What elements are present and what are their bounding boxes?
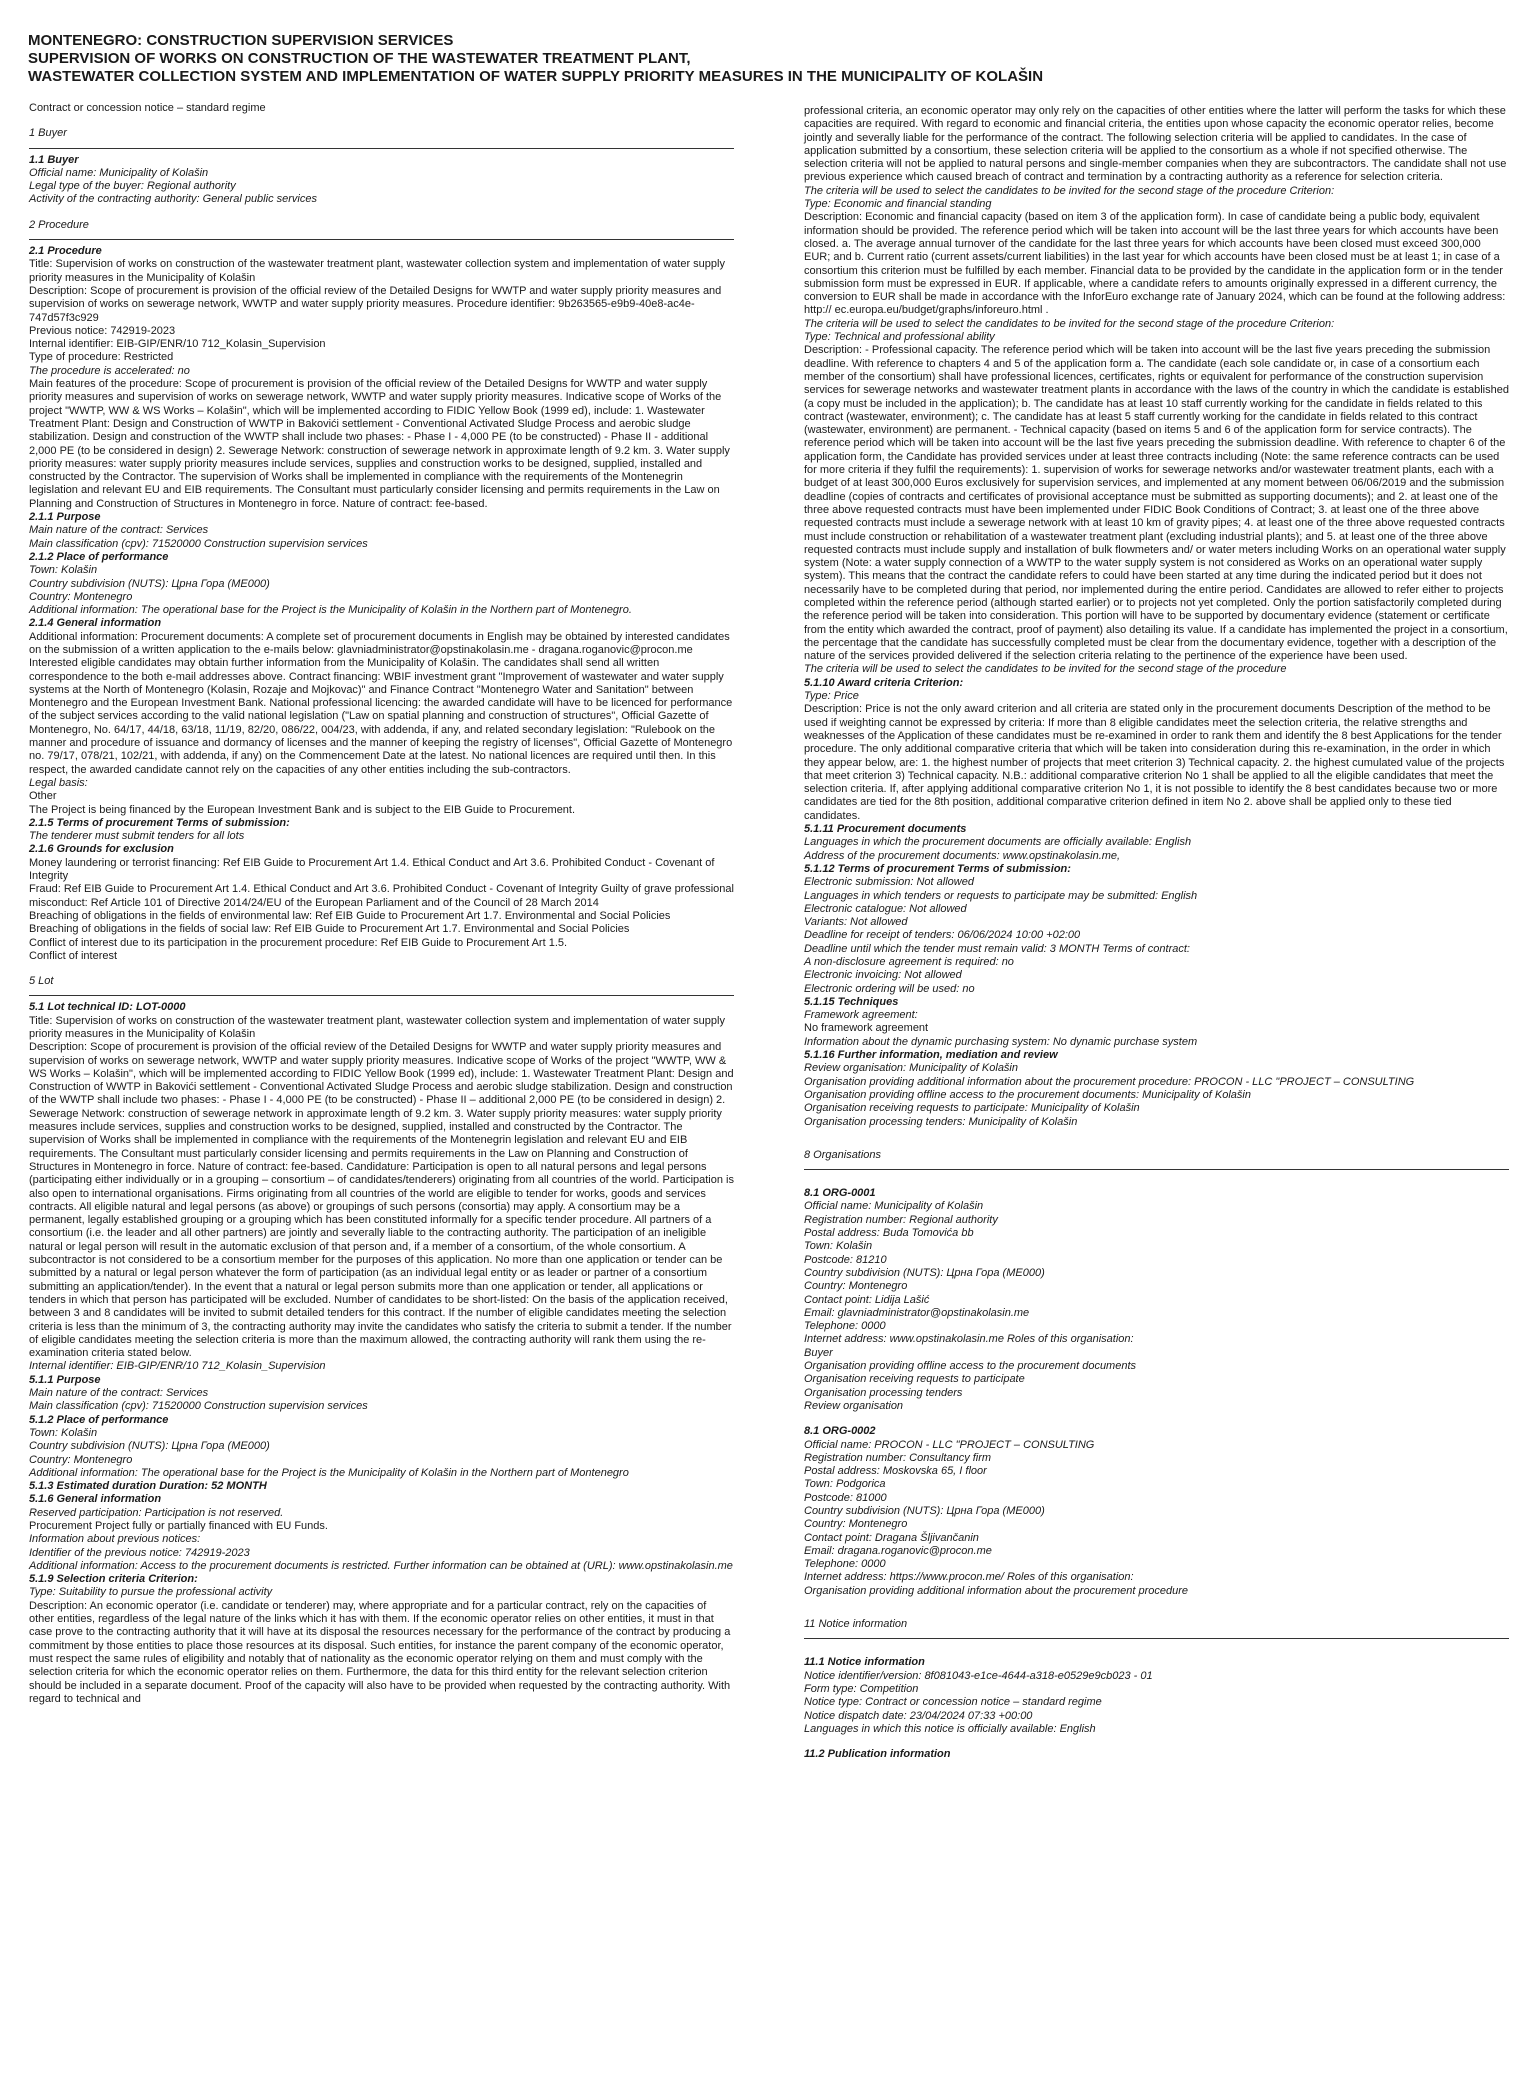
field-line: Internet address: www.opstinakolasin.me Roles of this organisation: [804, 1333, 1134, 1346]
field-line: The tenderer must submit tenders for all lots [29, 830, 245, 843]
text-paragraph: Description: Economic and financial capacity (based on item 3 of the application form). In case of candidate being a public body, equivalent information should be provided. The reference period which will be taken into account will be the last three years for which accounts have been closed. a. The average annual turnover of the candidate for the last three years for which accounts have been closed must exceed 300,000 EUR; and b. Current ratio (current assets/current liabilities) in the last year for which accounts have been closed must be at least 1; in case of a consortium this criterion must be fulfilled by each member. Financial data to be provided by the candidate in the application form or in the tender submission form must be expressed in EUR. If applicable, where a candidate refers to amounts originally expressed in a different currency, the conversion to EUR shall be made in accordance with the InforEuro exchange rate of January 2024, which can be found at the following address: http:// ec.europa.eu/budget/graphs/inforeuro.html . [804, 211, 1506, 317]
text-paragraph: Breaching of obligations in the fields of environmental law: Ref EIB Guide to Procurement Art 1.7. Environmental and Social Policies [29, 909, 671, 922]
field-line: Buyer [804, 1346, 833, 1359]
field-line: Organisation processing tenders [804, 1386, 963, 1399]
section-divider [804, 1169, 1509, 1170]
field-line: Postcode: 81000 [804, 1491, 887, 1504]
header-line-1: MONTENEGRO: CONSTRUCTION SUPERVISION SERVICES [28, 32, 454, 49]
spacer [29, 115, 734, 127]
spacer [804, 1598, 1509, 1618]
field-line: Telephone: 0000 [804, 1558, 886, 1571]
field-line: Review organisation [804, 1399, 904, 1412]
field-line: Legal basis: [29, 776, 88, 789]
field-line: Internet address: https://www.procon.me/ Roles of this organisation: [804, 1571, 1134, 1584]
spacer [804, 1644, 1509, 1656]
field-line: Electronic ordering will be used: no [804, 982, 975, 995]
subsection-heading: 11.2 Publication information [804, 1748, 951, 1761]
text-paragraph: Previous notice: 742919-2023 [29, 324, 176, 337]
subsection-heading: 5.1.6 General information [29, 1493, 162, 1506]
field-line: Registration number: Regional authority [804, 1213, 998, 1226]
text-paragraph: professional criteria, an economic operator may only rely on the capacities of other entities where the latter will perform the tasks for which these capacities are required. With regard to economic and financial criteria, the entities upon whose capacity the economic operator relies, become jointly and severally liable for the performance of the contract. The following selection criteria will be applied to candidates. In the case of application submitted by a consortium, these selection criteria will be applied to the consortium as a whole if not specified otherwise. The selection criteria will not be applied to natural persons and single-member companies when they are subcontractors. The candidate shall not use previous experience which caused breach of contract and termination by a contracting authority as a reference for selection criteria. [804, 105, 1507, 184]
field-line: Notice identifier/version: 8f081043-e1ce-4644-a318-e0529e9cb023 - 01 [804, 1669, 1153, 1682]
subsection-heading: 11.1 Notice information [804, 1656, 925, 1669]
section-divider [29, 995, 734, 996]
field-line: Notice dispatch date: 23/04/2024 07:33 +00:00 [804, 1709, 1033, 1722]
subsection-heading: 2.1.1 Purpose [29, 511, 101, 524]
field-line: Languages in which this notice is officially available: English [804, 1722, 1096, 1735]
subsection-heading: 5.1.16 Further information, mediation and review [804, 1049, 1058, 1062]
field-line: Postal address: Buda Tomovića bb [804, 1227, 974, 1240]
field-line: Main nature of the contract: Services [29, 1387, 209, 1400]
subsection-heading: 5.1.11 Procurement documents [804, 823, 967, 836]
field-line: Main nature of the contract: Services [29, 524, 209, 537]
text-paragraph: Breaching of obligations in the fields of social law: Ref EIB Guide to Procurement Art 1.7. Environmental and Social Policies [29, 923, 630, 936]
text-paragraph: Conflict of interest [29, 949, 118, 962]
field-line: Review organisation: Municipality of Kolašin [804, 1062, 1018, 1075]
field-line: Official name: Municipality of Kolašin [29, 166, 209, 179]
section-heading: 11 Notice information [804, 1618, 908, 1631]
text-paragraph: The Project is being financed by the European Investment Bank and is subject to the EIB Guide to Procurement. [29, 803, 576, 816]
field-line: Email: glavniadministrator@opstinakolasin.me [804, 1306, 1030, 1319]
field-line: Activity of the contracting authority: General public services [29, 193, 317, 206]
field-line: Internal identifier: EIB-GIP/ENR/10 712_Kolasin_Supervision [29, 1360, 326, 1373]
section-heading: 2 Procedure [29, 218, 89, 231]
field-line: Additional information: The operational base for the Project is the Municipality of Kolašin in the Northern part of Montenegro [29, 1466, 629, 1479]
subsection-heading: 8.1 ORG-0002 [804, 1425, 876, 1438]
field-line: Contact point: Lidija Lašić [804, 1293, 930, 1306]
subsection-heading: 2.1.2 Place of performance [29, 550, 169, 563]
text-paragraph: Conflict of interest due to its participation in the procurement procedure: Ref EIB Guide to Procurement Art 1.5. [29, 936, 568, 949]
document-header [28, 32, 1508, 86]
field-line: Country subdivision (NUTS): Црна Гора (ME000) [29, 1440, 270, 1453]
field-line: Official name: Municipality of Kolašin [804, 1200, 984, 1213]
field-line: Languages in which the procurement documents are officially available: English [804, 836, 1192, 849]
spacer [804, 1413, 1509, 1425]
field-line: Organisation providing additional information about the procurement procedure [804, 1584, 1189, 1597]
field-line: Country: Montenegro [29, 590, 133, 603]
field-line: Information about previous notices: [29, 1533, 201, 1546]
right-column [804, 105, 1509, 1761]
field-line: Type: Technical and professional ability [804, 331, 995, 344]
spacer [29, 207, 734, 219]
field-line: Country subdivision (NUTS): Црна Гора (ME000) [804, 1504, 1045, 1517]
subsection-heading: 2.1 Procedure [29, 245, 102, 258]
field-line: Framework agreement: [804, 1009, 918, 1022]
field-line: Reserved participation: Participation is not reserved. [29, 1506, 284, 1519]
spacer [29, 963, 734, 975]
spacer [804, 1736, 1509, 1748]
field-line: Country: Montenegro [29, 1453, 133, 1466]
subsection-heading: 5.1 Lot technical ID: LOT-0000 [29, 1001, 186, 1014]
field-line: The criteria will be used to select the candidates to be invited for the second stage of the procedure Criterion: [804, 317, 1335, 330]
field-line: Organisation receiving requests to participate: Municipality of Kolašin [804, 1102, 1140, 1115]
field-line: Deadline for receipt of tenders: 06/06/2024 10:00 +02:00 [804, 929, 1081, 942]
text-paragraph: Money laundering or terrorist financing: Ref EIB Guide to Procurement Art 1.4. Ethical Conduct and Art 3.6. Prohibited Conduct - Covenant of Integrity [29, 856, 715, 883]
field-line: Organisation receiving requests to participate [804, 1373, 1025, 1386]
subsection-heading: 2.1.4 General information [29, 617, 162, 630]
subsection-heading: 5.1.15 Techniques [804, 995, 899, 1008]
field-line: Electronic catalogue: Not allowed [804, 902, 967, 915]
field-line: Form type: Competition [804, 1682, 919, 1695]
text-paragraph: Procurement Project fully or partially financed with EU Funds. [29, 1519, 328, 1532]
field-line: Town: Kolašin [804, 1240, 873, 1253]
field-line: Address of the procurement documents: www.opstinakolasin.me, [804, 849, 1121, 862]
field-line: Town: Kolašin [29, 564, 98, 577]
field-line: Deadline until which the tender must remain valid: 3 MONTH Terms of contract: [804, 942, 1190, 955]
field-line: Organisation providing additional information about the procurement procedure: PROCON - LLC "PROJECT – CONSULTING [804, 1075, 1415, 1088]
field-line: Electronic submission: Not allowed [804, 876, 974, 889]
field-line: Town: Kolašin [29, 1426, 98, 1439]
text-paragraph: Description: - Professional capacity. The reference period which will be taken into account will be the last five years preceding the submission deadline. With reference to chapters 4 and 5 of the application form a. The candidate (each sole candidate or, in case of a consortium each member of the consortium) shall have professional licences, certificates, rights or equivalent for performance of the construction supervision services for sewerage networks and wastewater treatment plants in accordance with the laws of the country in which the candidate is established (a copy must be included in the application); b. The candidate has at least 10 staff currently working for the candidate in fields related to this contract (wastewater, environment); c. The candidate has at least 5 staff currently working for the candidate in fields related to this contract (wastewater, environment) are permanent. - Technical capacity (based on items 5 and 6 of the application form for service contracts). The reference period which will be taken into account will be the last five years preceding the submission deadline. With reference to chapter 6 of the application form, the Candidate has provided services under at least three contracts including (Note: the same reference contracts can be used for more criteria if they fulfil the requirements): 1. supervision of works for sewerage networks and/or wastewater treatment plants, each with a budget of at least 300,000 Euros exclusively for supervision services, and implemented at any moment between 06/06/2019 and the submission deadline (copies of contracts and certificates of provisional acceptance must be submitted as supporting documents); and 2. at least one of the three above requested contracts must have been implemented under FIDIC Book Conditions of Contract; 3. at least one of the three above requested contracts must include a sewerage network with at least 10 km of gravity pipes; 4. at least one of the three above requested contracts must include construction or rehabilitation of a wastewater treatment plant (excluding industrial plants); and 5. at least one of the three above requested contracts must include supply and installation of bulk flowmeters and/ or water meters including Works on an operational water supply system (Note: a water supply connection of a WWTP to the water supply system is not considered as Works on an operational water supply system). This means that the contract the candidate refers to could have been started at any time during the indicated period but it does not necessarily have to be completed during that period, nor implemented during the entire period. Candidates are allowed to refer either to projects completed within the reference period (although started earlier) or to projects not yet completed. Only the portion satisfactorily completed during the reference period will be taken into consideration. This portion will have to be supported by documentary evidence (statement or certificate from the entity which awarded the contract, proof of payment) also detailing its value. If a candidate has implemented the project in a consortium, the percentage that the candidate has successfully completed must be clear from the documentary evidence, together with a description of the nature of the services provided delivered if the selection criteria relating to the pertinence of the experience have been used. [804, 344, 1509, 663]
subsection-heading: 1.1 Buyer [29, 153, 79, 166]
field-line: Organisation processing tenders: Municipality of Kolašin [804, 1115, 1078, 1128]
text-paragraph: Type of procedure: Restricted [29, 351, 174, 364]
field-line: Organisation providing offline access to the procurement documents [804, 1360, 1137, 1373]
field-line: Additional information: The operational base for the Project is the Municipality of Kolašin in the Northern part of Montenegro. [29, 604, 632, 617]
text-paragraph: No framework agreement [804, 1022, 929, 1035]
field-line: The criteria will be used to select the candidates to be invited for the second stage of the procedure Criterion: [804, 184, 1335, 197]
spacer [804, 1175, 1509, 1187]
left-column [29, 102, 734, 1706]
subsection-heading: 2.1.5 Terms of procurement Terms of submission: [29, 816, 290, 829]
text-paragraph: Title: Supervision of works on construction of the wastewater treatment plant, wastewater collection system and implementation of water supply priority measures in the Municipality of Kolašin [29, 258, 725, 284]
field-line: Contact point: Dragana Šljivančanin [804, 1531, 979, 1544]
text-paragraph: Description: An economic operator (i.e. candidate or tenderer) may, where appropriate and for a particular contract, rely on the capacities of other entities, regardless of the legal nature of the links which it has with them. If the economic operator relies on other entities, it must in that case prove to the contracting authority that it will have at its disposal the resources necessary for the performance of the contract by producing a commitment by those entities to place those resources at its disposal. Such entities, for instance the parent company of the economic operator, must respect the same rules of eligibility and notably that of nationality as the economic operator relying on them and must comply with the selection criteria for which the economic operator relies on them. Furthermore, the data for this third entity for the relevant selection criterion should be included in a separate document. Proof of the capacity will also have to be provided when requested by the contracting authority. With regard to technical and [29, 1599, 731, 1705]
subsection-heading: 2.1.6 Grounds for exclusion [29, 843, 174, 856]
header-line-3: WASTEWATER COLLECTION SYSTEM AND IMPLEMENTATION OF WATER SUPPLY PRIORITY MEASURES IN THE MUNICIPALITY OF KOLAŠIN [28, 68, 1044, 85]
text-paragraph: Description: Scope of procurement is provision of the official review of the Detailed Designs for WWTP and water supply priority measures and supervision of works on sewerage network, WWTP and water supply priority measures. Procedure identifier: 9b263565-e9b9-40e8-ac4e-747d57f3c929 [29, 284, 722, 324]
field-line: Country: Montenegro [804, 1518, 908, 1531]
field-line: Official name: PROCON - LLC "PROJECT – CONSULTING [804, 1438, 1095, 1451]
field-line: Email: dragana.roganovic@procon.me [804, 1544, 992, 1557]
spacer [804, 1129, 1509, 1149]
field-line: Languages in which tenders or requests to participate may be submitted: English [804, 889, 1198, 902]
field-line: Information about the dynamic purchasing system: No dynamic purchase system [804, 1035, 1198, 1048]
text-paragraph: Title: Supervision of works on construction of the wastewater treatment plant, wastewater collection system and implementation of water supply priority measures in the Municipality of Kolašin [29, 1014, 725, 1040]
section-divider [29, 148, 734, 149]
subsection-heading: 5.1.1 Purpose [29, 1373, 101, 1386]
section-heading: 8 Organisations [804, 1148, 882, 1161]
field-line: Additional information: Access to the procurement documents is restricted. Further information can be obtained at (URL): www.opstinakolasin.me [29, 1559, 733, 1572]
text-paragraph: Fraud: Ref EIB Guide to Procurement Art 1.4. Ethical Conduct and Art 3.6. Prohibited Conduct - Covenant of Integrity Guilty of grave professional misconduct: Ref Article 101 of Directive 2014/24/EU of the European Parliament and of the Council of 28 March 2014 [29, 883, 734, 909]
field-line: Main classification (cpv): 71520000 Construction supervision services [29, 537, 368, 550]
field-line: Type: Suitability to pursue the professional activity [29, 1586, 273, 1599]
field-line: Telephone: 0000 [804, 1320, 886, 1333]
field-line: Postcode: 81210 [804, 1253, 887, 1266]
subsection-heading: 5.1.9 Selection criteria Criterion: [29, 1573, 198, 1586]
field-line: Organisation providing offline access to the procurement documents: Municipality of Kolašin [804, 1088, 1251, 1101]
text-paragraph: Internal identifier: EIB-GIP/ENR/10 712_Kolasin_Supervision [29, 338, 326, 351]
field-line: Type: Economic and financial standing [804, 198, 992, 211]
field-line: Variants: Not allowed [804, 916, 908, 929]
subsection-heading: 8.1 ORG-0001 [804, 1187, 876, 1200]
header-line-2: SUPERVISION OF WORKS ON CONSTRUCTION OF THE WASTEWATER TREATMENT PLANT, [28, 50, 691, 67]
field-line: Notice type: Contract or concession notice – standard regime [804, 1696, 1102, 1709]
field-line: Type: Price [804, 690, 859, 703]
field-line: Town: Podgorica [804, 1478, 886, 1491]
subsection-heading: 5.1.3 Estimated duration Duration: 52 MONTH [29, 1480, 267, 1493]
subsection-heading: 5.1.10 Award criteria Criterion: [804, 676, 964, 689]
text-paragraph: Description: Price is not the only award criterion and all criteria are stated only in the procurement documents Description of the method to be used if weighting cannot be expressed by criteria: If more than 8 eligible candidates meet the selection criteria, the relative strengths and weaknesses of the Application of these candidates must be re-examined in order to rank them and identify the 8 best Applications for the tender procedure. The only additional comparative criteria that which will be taken into consideration during this re-examination, in the order in which they appear below, are: 1. the highest number of projects that meet criterion 3) Technical capacity. 2. the highest cumulated value of the projects that meet criterion 3) Technical capacity. N.B.: additional comparative criterion No 1 shall be applied to all the eligible candidates that meet the selection criteria. If, after applying additional comparative criterion No 1, it is not possible to identify the 8 best candidates because two or more candidates are tied for the 8th position, additional comparative criterion defined in item No 2. above shall be applied only to these tied candidates. [804, 703, 1505, 822]
field-line: A non-disclosure agreement is required: no [804, 956, 1014, 968]
text-paragraph: Additional information: Procurement documents: A complete set of procurement documents in English may be obtained by interested candidates on the submission of a written application to the e-mails below: glavniadministrator@opstinakolasin.me - dragana.roganovic@procon.me Interested eligible candidates may obtain further information from the Municipality of Kolašin. The candidates shall send all written correspondence to the both e-mail addresses above. Contract financing: WBIF investment grant "Improvement of wastewater and water supply systems at the North of Montenegro (Kolasin, Rozaje and Mojkovac)" and Finance Contract "Montenegro Water and Sanitation" between Montenegro and the European Investment Bank. National professional licencing: the awarded candidate will have to be licenced for performance of the subject services according to the valid national legislation ("Law on spatial planning and construction of structures", Official Gazette of Montenegro, No. 64/17, 44/18, 63/18, 11/19, 82/20, 086/22, 004/23, with addenda, if any, and related secondary legislation: "Rulebook on the manner and procedure of issuance and dormancy of licenses and the manner of keeping the registry of licenses", Official Gazette of Montenegro no. 79/17, 078/21, 102/21, with addenda, if any) on the Commencement Date at the latest. No national licences are required until then. In this respect, the awarded candidate cannot rely on the capacities of any other entities including the sub-contractors. [29, 630, 733, 776]
subsection-heading: 5.1.2 Place of performance [29, 1413, 169, 1426]
field-line: Country subdivision (NUTS): Црна Гора (ME000) [804, 1266, 1045, 1279]
field-line: The procedure is accelerated: no [29, 364, 190, 377]
section-heading: 5 Lot [29, 975, 54, 988]
field-line: Identifier of the previous notice: 742919-2023 [29, 1546, 250, 1559]
field-line: Registration number: Consultancy firm [804, 1451, 992, 1464]
field-line: Country: Montenegro [804, 1280, 908, 1293]
text-paragraph: Other [29, 790, 57, 803]
field-line: Main classification (cpv): 71520000 Construction supervision services [29, 1400, 368, 1413]
section-divider [804, 1638, 1509, 1639]
section-heading: 1 Buyer [29, 127, 67, 140]
text-paragraph: Contract or concession notice – standard regime [29, 102, 266, 114]
field-line: Electronic invoicing: Not allowed [804, 969, 962, 982]
field-line: Legal type of the buyer: Regional authority [29, 180, 236, 193]
subsection-heading: 5.1.12 Terms of procurement Terms of submission: [804, 862, 1071, 875]
text-paragraph: Description: Scope of procurement is provision of the official review of the Detailed Designs for WWTP and water supply priority measures and supervision of works on sewerage network, WWTP and water supply priority measures. Indicative scope of Works of the project "WWTP, WW & WS Works – Kolašin", which will be implemented according to FIDIC Yellow Book (1999 ed), include: 1. Wastewater Treatment Plant: Design and Construction of WWTP in Bakovići settlement - Conventional Activated Sludge Process and aerobic sludge stabilization. Design and construction of the WWTP shall include two phases: - Phase I - 4,000 PE (to be constructed) - Phase II – additional 2,000 PE (to be considered in design) 2. Sewerage Network: construction of sewerage network in approximate length of 9.2 km. 3. Water supply priority measures: water supply priority measures include services, supplies and construction works to be designed, supplied, installed and constructed by the Contractor. The supervision of Works shall be implemented in compliance with the requirements of the Montenegrin legislation and relevant EU and EIB requirements. The Consultant must particularly consider licensing and permits requirements in the Law on Planning and Construction of Structures in Montenegro in force. Nature of contract: fee-based. Candidature: Participation is open to all natural persons and legal persons (participating either individually or in a grouping – consortium – of candidates/tenderers) originating from all countries of the world. Participation is also open to international organisations. Firms originating from all countries of the world are eligible to tender for works, goods and services contracts. All eligible natural and legal persons (as above) or groupings of such persons (consortia) may apply. A consortium may be a permanent, legally established grouping or a grouping which has been constituted informally for a specific tender procedure. All partners of a consortium (i.e. the leader and all other partners) are jointly and severally liable to the contracting authority. The participation of an ineligible natural or legal person will result in the automatic exclusion of that person and, if a member of a consortium, of the whole consortium. A subcontractor is not considered to be a consortium member for the purposes of this application. No more than one application or tender can be submitted by a natural or legal person whatever the form of participation (as an individual legal entity or as leader or partner of a consortium submitting an application/tender). In the event that a natural or legal person submits more than one application or tender, all applications or tenders in which that person has participated will be excluded. Number of candidates to be short-listed: On the basis of the application received, between 3 and 8 candidates will be invited to submit detailed tenders for this contract. If the number of eligible candidates meeting the selection criteria is less than the minimum of 3, the contracting authority may invite the candidates who satisfy the criteria to submit a tender. If the number of eligible candidates meeting the selection criteria is more than the maximum allowed, the contracting authority will rank them using the re-examination criteria stated below. [29, 1041, 734, 1360]
field-line: Postal address: Moskovska 65, I floor [804, 1465, 987, 1478]
section-divider [29, 239, 734, 240]
text-paragraph: Main features of the procedure: Scope of procurement is provision of the official review of the Detailed Designs for WWTP and water supply priority measures and supervision of works on sewerage network, WWTP and water supply priority measures. Indicative scope of Works of the project "WWTP, WW & WS Works – Kolašin", which will be implemented according to FIDIC Yellow Book (1999 ed), include: 1. Wastewater Treatment Plant: Design and Construction of WWTP in Bakovići settlement - Conventional Activated Sludge Process and aerobic sludge stabilization. Design and construction of the WWTP shall include two phases: - Phase I - 4,000 PE (to be constructed) - Phase II - additional 2,000 PE (to be considered in design) 2. Sewerage Network: construction of sewerage network in approximate length of 9.2 km. 3. Water supply priority measures: water supply priority measures include services, supplies and construction works to be designed, supplied, installed and constructed by the Contractor. The supervision of Works shall be implemented in compliance with the requirements of the Montenegrin legislation and relevant EU and EIB requirements. The Consultant must particularly consider licensing and permits requirements in the Law on Planning and Construction of Structures in Montenegro in force. Nature of contract: fee-based. [29, 378, 730, 510]
field-line: Country subdivision (NUTS): Црна Гора (ME000) [29, 577, 270, 590]
field-line: The criteria will be used to select the candidates to be invited for the second stage of the procedure [804, 663, 1287, 676]
